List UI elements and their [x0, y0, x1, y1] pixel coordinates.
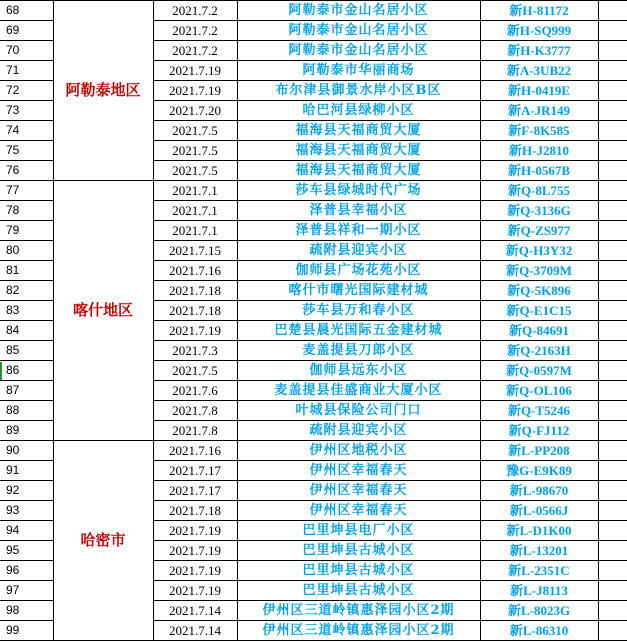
location-cell[interactable]: 伊州区幸福春天: [237, 501, 480, 521]
empty-cell[interactable]: [598, 581, 627, 601]
location-cell[interactable]: 莎车县绿城时代广场: [237, 181, 480, 201]
location-cell[interactable]: 泽普县幸福小区: [237, 201, 480, 221]
region-cell[interactable]: 喀什地区: [53, 181, 153, 441]
row-number-cell[interactable]: 70: [0, 41, 53, 61]
location-cell[interactable]: 阿勒泰市华丽商场: [237, 61, 480, 81]
location-cell[interactable]: 叶城县保险公司门口: [237, 401, 480, 421]
plate-cell[interactable]: 新Q-OL106: [480, 381, 598, 401]
row-number-cell[interactable]: 77: [0, 181, 53, 201]
row-number-cell[interactable]: 91: [0, 461, 53, 481]
plate-cell[interactable]: 新Q-0597M: [480, 361, 598, 381]
plate-cell[interactable]: 新Q-2163H: [480, 341, 598, 361]
plate-cell[interactable]: 新H-K3777: [480, 41, 598, 61]
date-cell[interactable]: 2021.7.19: [153, 541, 237, 561]
empty-cell[interactable]: [598, 521, 627, 541]
plate-cell[interactable]: 新A-JR149: [480, 101, 598, 121]
empty-cell[interactable]: [598, 541, 627, 561]
row-number-cell[interactable]: 89: [0, 421, 53, 441]
plate-cell[interactable]: 新H-J2810: [480, 141, 598, 161]
date-cell[interactable]: 2021.7.19: [153, 321, 237, 341]
plate-cell[interactable]: 新Q-E1C15: [480, 301, 598, 321]
empty-cell[interactable]: [598, 221, 627, 241]
plate-cell[interactable]: 新Q-84691: [480, 321, 598, 341]
location-cell[interactable]: 巴里坤县电厂小区: [237, 521, 480, 541]
row-number-cell[interactable]: 90: [0, 441, 53, 461]
date-cell[interactable]: 2021.7.18: [153, 501, 237, 521]
empty-cell[interactable]: [598, 261, 627, 281]
empty-cell[interactable]: [598, 621, 627, 641]
empty-cell[interactable]: [598, 181, 627, 201]
date-cell[interactable]: 2021.7.19: [153, 61, 237, 81]
plate-cell[interactable]: 新H-0419E: [480, 81, 598, 101]
date-cell[interactable]: 2021.7.19: [153, 561, 237, 581]
plate-cell[interactable]: 新Q-5K896: [480, 281, 598, 301]
location-cell[interactable]: 巴里坤县古城小区: [237, 561, 480, 581]
plate-cell[interactable]: 新L-0566J: [480, 501, 598, 521]
plate-cell[interactable]: 新L-98670: [480, 481, 598, 501]
location-cell[interactable]: 福海县天福商贸大厦: [237, 141, 480, 161]
row-number-cell[interactable]: 73: [0, 101, 53, 121]
date-cell[interactable]: 2021.7.6: [153, 381, 237, 401]
plate-cell[interactable]: 新H-0567B: [480, 161, 598, 181]
date-cell[interactable]: 2021.7.16: [153, 441, 237, 461]
row-number-cell[interactable]: 94: [0, 521, 53, 541]
empty-cell[interactable]: [598, 201, 627, 221]
location-cell[interactable]: 疏附县迎宾小区: [237, 421, 480, 441]
table-row: [0, 441, 627, 461]
empty-cell[interactable]: [598, 301, 627, 321]
row-number-cell[interactable]: 76: [0, 161, 53, 181]
location-cell[interactable]: 伊州区地税小区: [237, 441, 480, 461]
row-number-cell[interactable]: 85: [0, 341, 53, 361]
plate-cell[interactable]: 新L-86310: [480, 621, 598, 641]
location-cell[interactable]: 疏附县迎宾小区: [237, 241, 480, 261]
plate-cell[interactable]: 新A-3UB22: [480, 61, 598, 81]
date-cell[interactable]: 2021.7.5: [153, 361, 237, 381]
location-cell[interactable]: 泽普县祥和一期小区: [237, 221, 480, 241]
location-cell[interactable]: 布尔津县御景水岸小区B区: [237, 81, 480, 101]
plate-cell[interactable]: 新Q-8L755: [480, 181, 598, 201]
date-cell[interactable]: 2021.7.19: [153, 521, 237, 541]
row-number-cell[interactable]: 74: [0, 121, 53, 141]
empty-cell[interactable]: [598, 241, 627, 261]
empty-cell[interactable]: [598, 461, 627, 481]
date-cell[interactable]: 2021.7.2: [153, 41, 237, 61]
row-number-cell[interactable]: 92: [0, 481, 53, 501]
date-cell[interactable]: 2021.7.5: [153, 121, 237, 141]
row-number-cell[interactable]: 79: [0, 221, 53, 241]
empty-cell[interactable]: [598, 21, 627, 41]
empty-cell[interactable]: [598, 441, 627, 461]
location-cell[interactable]: 莎车县万和春小区: [237, 301, 480, 321]
row-number-cell[interactable]: 69: [0, 21, 53, 41]
plate-cell[interactable]: 新H-81172: [480, 1, 598, 21]
location-cell[interactable]: 麦盖提县刀郎小区: [237, 341, 480, 361]
date-cell[interactable]: 2021.7.14: [153, 601, 237, 621]
empty-cell[interactable]: [598, 281, 627, 301]
row-number-cell[interactable]: 78: [0, 201, 53, 221]
empty-cell[interactable]: [598, 161, 627, 181]
plate-cell[interactable]: 新Q-3709M: [480, 261, 598, 281]
location-cell[interactable]: 喀什市曙光国际建材城: [237, 281, 480, 301]
plate-cell[interactable]: 新L-8023G: [480, 601, 598, 621]
location-cell[interactable]: 巴里坤县古城小区: [237, 541, 480, 561]
location-cell[interactable]: 伊州区幸福春天: [237, 461, 480, 481]
plate-cell[interactable]: 新L-J8113: [480, 581, 598, 601]
plate-cell[interactable]: 新Q-H3Y32: [480, 241, 598, 261]
location-cell[interactable]: 巴里坤县古城小区: [237, 581, 480, 601]
row-number-cell[interactable]: 84: [0, 321, 53, 341]
empty-cell[interactable]: [598, 401, 627, 421]
row-number-cell[interactable]: 88: [0, 401, 53, 421]
row-number-cell[interactable]: 99: [0, 621, 53, 641]
empty-cell[interactable]: [598, 121, 627, 141]
plate-cell[interactable]: 新L-D1K00: [480, 521, 598, 541]
row-number-cell[interactable]: 80: [0, 241, 53, 261]
row-number-cell[interactable]: 68: [0, 1, 53, 21]
row-number-cell[interactable]: 82: [0, 281, 53, 301]
empty-cell[interactable]: [598, 501, 627, 521]
date-cell[interactable]: 2021.7.14: [153, 621, 237, 641]
date-cell[interactable]: 2021.7.1: [153, 221, 237, 241]
plate-cell[interactable]: 新Q-ZS977: [480, 221, 598, 241]
empty-cell[interactable]: [598, 361, 627, 381]
empty-cell[interactable]: [598, 41, 627, 61]
date-cell[interactable]: 2021.7.16: [153, 261, 237, 281]
empty-cell[interactable]: [598, 61, 627, 81]
empty-cell[interactable]: [598, 561, 627, 581]
row-number-cell[interactable]: 71: [0, 61, 53, 81]
date-cell[interactable]: 2021.7.2: [153, 21, 237, 41]
row-number-cell[interactable]: 83: [0, 301, 53, 321]
date-cell[interactable]: 2021.7.1: [153, 201, 237, 221]
empty-cell[interactable]: [598, 101, 627, 121]
location-cell[interactable]: 伊州区幸福春天: [237, 481, 480, 501]
date-cell[interactable]: 2021.7.2: [153, 1, 237, 21]
date-cell[interactable]: 2021.7.8: [153, 421, 237, 441]
date-cell[interactable]: 2021.7.5: [153, 161, 237, 181]
empty-cell[interactable]: [598, 341, 627, 361]
location-cell[interactable]: 麦盖提县佳盛商业大厦小区: [237, 381, 480, 401]
row-number-cell[interactable]: 93: [0, 501, 53, 521]
location-cell[interactable]: 伽师县远东小区: [237, 361, 480, 381]
row-number-cell[interactable]: 97: [0, 581, 53, 601]
row-number-cell[interactable]: 86: [0, 361, 53, 381]
table-body: [0, 1, 627, 641]
location-cell[interactable]: 伊州区三道岭镇惠泽园小区2期: [237, 601, 480, 621]
row-number-cell[interactable]: 72: [0, 81, 53, 101]
empty-cell[interactable]: [598, 421, 627, 441]
empty-cell[interactable]: [598, 1, 627, 21]
region-cell[interactable]: 哈密市: [53, 441, 153, 641]
plate-cell[interactable]: 新Q-T5246: [480, 401, 598, 421]
plate-cell[interactable]: 新Q-3136G: [480, 201, 598, 221]
location-cell[interactable]: 福海县天福商贸大厦: [237, 121, 480, 141]
location-cell[interactable]: 阿勒泰市金山名居小区: [237, 1, 480, 21]
date-cell[interactable]: 2021.7.5: [153, 141, 237, 161]
location-cell[interactable]: 伽师县广场花苑小区: [237, 261, 480, 281]
date-cell[interactable]: 2021.7.17: [153, 461, 237, 481]
location-cell[interactable]: 阿勒泰市金山名居小区: [237, 41, 480, 61]
row-number-cell[interactable]: 75: [0, 141, 53, 161]
row-number-cell[interactable]: 87: [0, 381, 53, 401]
plate-cell[interactable]: 新L-13201: [480, 541, 598, 561]
empty-cell[interactable]: [598, 381, 627, 401]
row-number-cell[interactable]: 95: [0, 541, 53, 561]
row-marker: [0, 362, 2, 380]
date-cell[interactable]: 2021.7.15: [153, 241, 237, 261]
location-cell[interactable]: 阿勒泰市金山名居小区: [237, 21, 480, 41]
location-cell[interactable]: 哈巴河县绿柳小区: [237, 101, 480, 121]
date-cell[interactable]: 2021.7.1: [153, 181, 237, 201]
region-cell[interactable]: 阿勒泰地区: [53, 1, 153, 181]
table-row: [0, 181, 627, 201]
table-row: [0, 1, 627, 21]
empty-cell[interactable]: [598, 141, 627, 161]
empty-cell[interactable]: [598, 321, 627, 341]
date-cell[interactable]: 2021.7.20: [153, 101, 237, 121]
empty-cell[interactable]: [598, 481, 627, 501]
date-cell[interactable]: 2021.7.8: [153, 401, 237, 421]
empty-cell[interactable]: [598, 601, 627, 621]
row-number-cell[interactable]: 96: [0, 561, 53, 581]
empty-cell[interactable]: [598, 81, 627, 101]
plate-cell[interactable]: 新H-SQ999: [480, 21, 598, 41]
plate-cell[interactable]: 新L-2351C: [480, 561, 598, 581]
date-cell[interactable]: 2021.7.18: [153, 281, 237, 301]
date-cell[interactable]: 2021.7.18: [153, 301, 237, 321]
plate-cell[interactable]: 新L-PP208: [480, 441, 598, 461]
location-cell[interactable]: 伊州区三道岭镇惠泽园小区2期: [237, 621, 480, 641]
date-cell[interactable]: 2021.7.17: [153, 481, 237, 501]
date-cell[interactable]: 2021.7.19: [153, 581, 237, 601]
date-cell[interactable]: 2021.7.19: [153, 81, 237, 101]
row-number-cell[interactable]: 98: [0, 601, 53, 621]
location-cell[interactable]: 巴楚县晨光国际五金建材城: [237, 321, 480, 341]
date-cell[interactable]: 2021.7.3: [153, 341, 237, 361]
location-cell[interactable]: 福海县天福商贸大厦: [237, 161, 480, 181]
plate-cell[interactable]: 豫G-E9K89: [480, 461, 598, 481]
row-number-cell[interactable]: 81: [0, 261, 53, 281]
plate-cell[interactable]: 新Q-FJ112: [480, 421, 598, 441]
plate-cell[interactable]: 新F-8K585: [480, 121, 598, 141]
